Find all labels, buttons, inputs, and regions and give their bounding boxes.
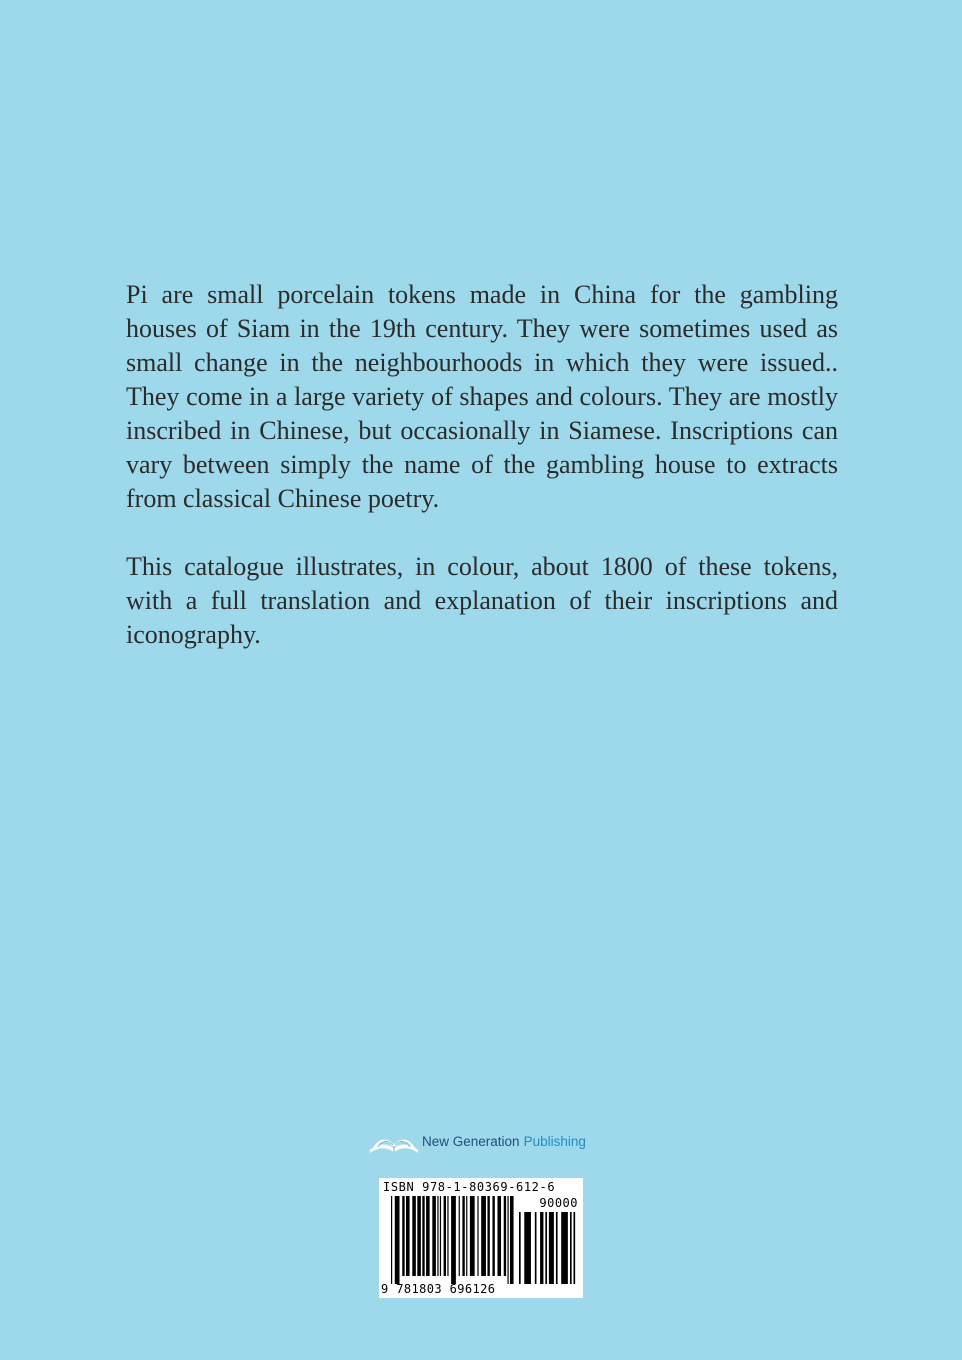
barcode-bar (459, 1196, 460, 1276)
barcode-bar (573, 1212, 575, 1284)
ean-barcode-bars (391, 1196, 515, 1284)
barcode-bar (487, 1196, 489, 1276)
barcode-bar (440, 1196, 441, 1276)
publisher-name-primary: New Generation (422, 1133, 520, 1149)
publisher-name-secondary: Publishing (523, 1133, 586, 1149)
barcode-bar (540, 1212, 543, 1284)
blurb-paragraph-1: Pi are small porcelain tokens made in China for the gambling houses of Siam in the 19th century. They were sometimes used as small change in the neighbourhoods in which they were issued.. They come in a large variety of shapes and colours. They are mostly inscribed in Chinese, but occasionally in Siamese. Inscriptions can vary between simply the name of the gambling house to extracts from classical Chinese poetry. (126, 280, 838, 513)
barcode-bar (406, 1196, 410, 1276)
barcode-bar (510, 1196, 514, 1284)
barcode-bar (507, 1196, 508, 1284)
barcode-bar (437, 1196, 438, 1276)
open-book-icon (368, 1126, 420, 1156)
barcode-bar (466, 1196, 467, 1276)
ean-digits: 9 781803 696126 (381, 1282, 496, 1296)
barcode-bar (470, 1196, 475, 1276)
isbn-label: ISBN 978-1-80369-612-6 (383, 1180, 556, 1194)
barcode-bar (447, 1196, 448, 1276)
barcode-bar (549, 1212, 554, 1284)
barcode-bar (395, 1196, 400, 1284)
barcode-bar (477, 1196, 478, 1276)
publisher-imprint (368, 1126, 586, 1156)
barcode-bar (519, 1212, 521, 1284)
blurb-paragraph-2: This catalogue illustrates, in colour, about 1800 of these tokens, with a full translation and explanation of their inscriptions and iconography. (126, 552, 838, 649)
barcode-bar (451, 1196, 456, 1284)
barcode-bar (570, 1212, 572, 1284)
price-code: 90000 (539, 1196, 578, 1210)
barcode-bar (481, 1196, 486, 1276)
barcode-bar (545, 1212, 547, 1284)
barcode-bar (432, 1196, 436, 1276)
barcode-bar (417, 1196, 421, 1276)
barcode-bar (556, 1212, 558, 1284)
barcode-bar (561, 1212, 568, 1284)
barcode-bar (535, 1212, 537, 1284)
barcode-bar (422, 1196, 424, 1276)
isbn-barcode (379, 1178, 583, 1298)
barcode-bar (444, 1196, 446, 1276)
barcode-bar (412, 1196, 416, 1276)
barcode-bar (426, 1196, 430, 1276)
barcode-bar (391, 1196, 392, 1284)
back-cover-blurb (126, 278, 838, 686)
barcode-bar (504, 1196, 506, 1276)
barcode-bar (497, 1196, 501, 1276)
barcode-bar (462, 1196, 464, 1276)
barcode-bar (402, 1196, 404, 1276)
barcode-bar (524, 1212, 531, 1284)
barcode-bar (492, 1196, 494, 1276)
addon-barcode-bars (519, 1212, 577, 1292)
